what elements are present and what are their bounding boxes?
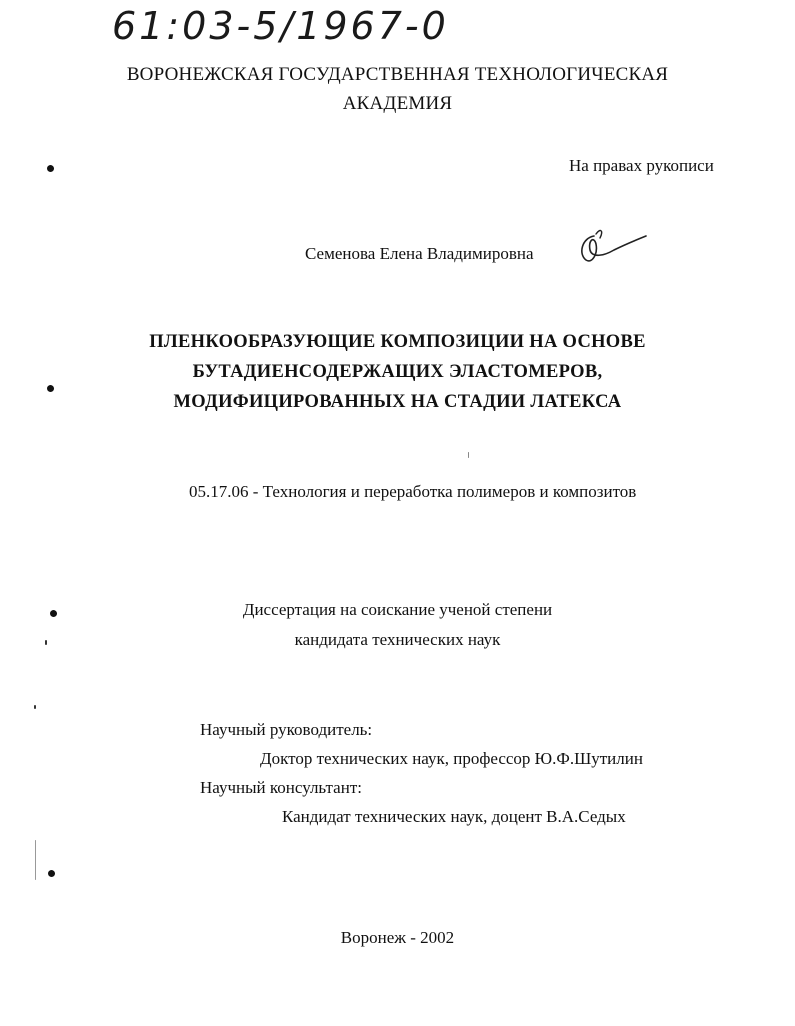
author-signature (574, 224, 654, 268)
title-line-1: ПЛЕНКООБРАЗУЮЩИЕ КОМПОЗИЦИИ НА ОСНОВЕ (149, 332, 646, 352)
author-name: Семенова Елена Владимировна (305, 244, 534, 263)
institution-line-1: ВОРОНЕЖСКАЯ ГОСУДАРСТВЕННАЯ ТЕХНОЛОГИЧЕСКАЯ (126, 64, 669, 85)
degree-line-1: Диссертация на соискание ученой степени (242, 600, 553, 619)
title-line-3: МОДИФИЦИРОВАННЫХ НА СТАДИИ ЛАТЕКСА (173, 392, 622, 412)
scan-speck (35, 840, 36, 880)
archive-number: 61:03-5/1967-0 (112, 4, 449, 48)
scan-speck (34, 705, 36, 709)
supervisor-label: Научный руководитель: (200, 720, 373, 739)
scan-speck (468, 452, 469, 458)
consultant-label: Научный консультант: (200, 778, 362, 797)
binding-hole-mark (47, 869, 56, 878)
supervisor-name: Доктор технических наук, профессор Ю.Ф.Шутилин (260, 749, 643, 768)
degree-line-2: кандидата технических наук (294, 630, 501, 649)
consultant-name: Кандидат технических наук, доцент В.А.Седых (282, 807, 626, 826)
institution-line-2: АКАДЕМИЯ (342, 93, 453, 114)
specialty-code: 05.17.06 - Технология и переработка полимеров и композитов (189, 482, 637, 501)
rights-note: На правах рукописи (569, 156, 714, 175)
title-line-2: БУТАДИЕНСОДЕРЖАЩИХ ЭЛАСТОМЕРОВ, (192, 362, 603, 382)
place-year: Воронеж - 2002 (340, 928, 455, 947)
scan-speck (45, 640, 47, 645)
binding-hole-mark (46, 164, 55, 173)
